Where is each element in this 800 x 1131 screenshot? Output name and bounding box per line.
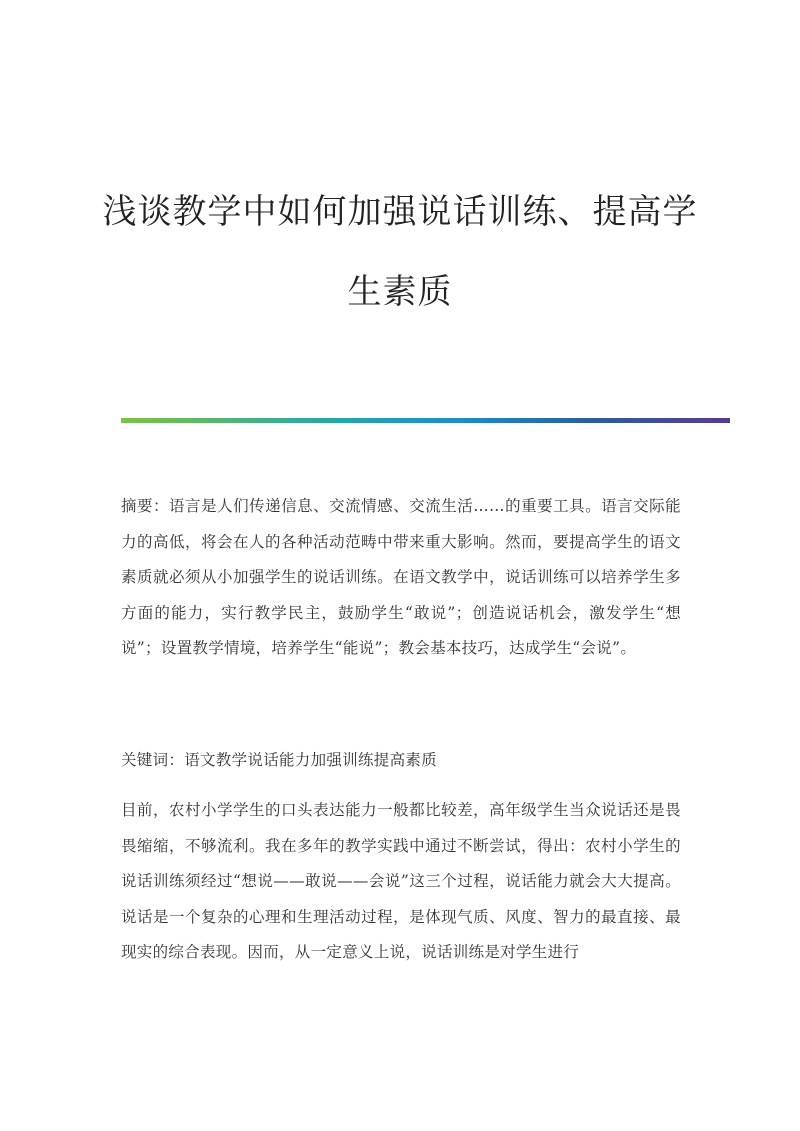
gradient-divider xyxy=(121,418,730,423)
abstract-paragraph: 摘要：语言是人们传递信息、交流情感、交流生活……的重要工具。语言交际能力的高低，将会在人的各种活动范畴中带来重大影响。然而，要提高学生的语文素质就必须从小加强学生的说话训练。在语文教学中，说话训练可以培养学生多方面的能力，实行教学民主，鼓励学生“敢说”；创造说话机会，激发学生“想说”；设置教学情境，培养学生“能说”；教会基本技巧，达成学生“会说”。 xyxy=(121,497,681,657)
keywords-line: 关键词：语文教学说话能力加强训练提高素质 xyxy=(121,751,438,769)
document-title-line-2: 生素质 xyxy=(347,272,453,312)
body-paragraph: 目前，农村小学学生的口头表达能力一般都比较差，高年级学生当众说话还是畏畏缩缩，不够流利。我在多年的教学实践中通过不断尝试，得出：农村小学生的说话训练须经过“想说——敢说——会说”这三个过程，说话能力就会大大提高。说话是一个复杂的心理和生理活动过程，是体现气质、风度、智力的最直接、最现实的综合表现。因而，从一定意义上说，说话训练是对学生进行 xyxy=(121,801,681,961)
document-title-line-1: 浅谈教学中如何加强说话训练、提高学 xyxy=(102,192,698,232)
